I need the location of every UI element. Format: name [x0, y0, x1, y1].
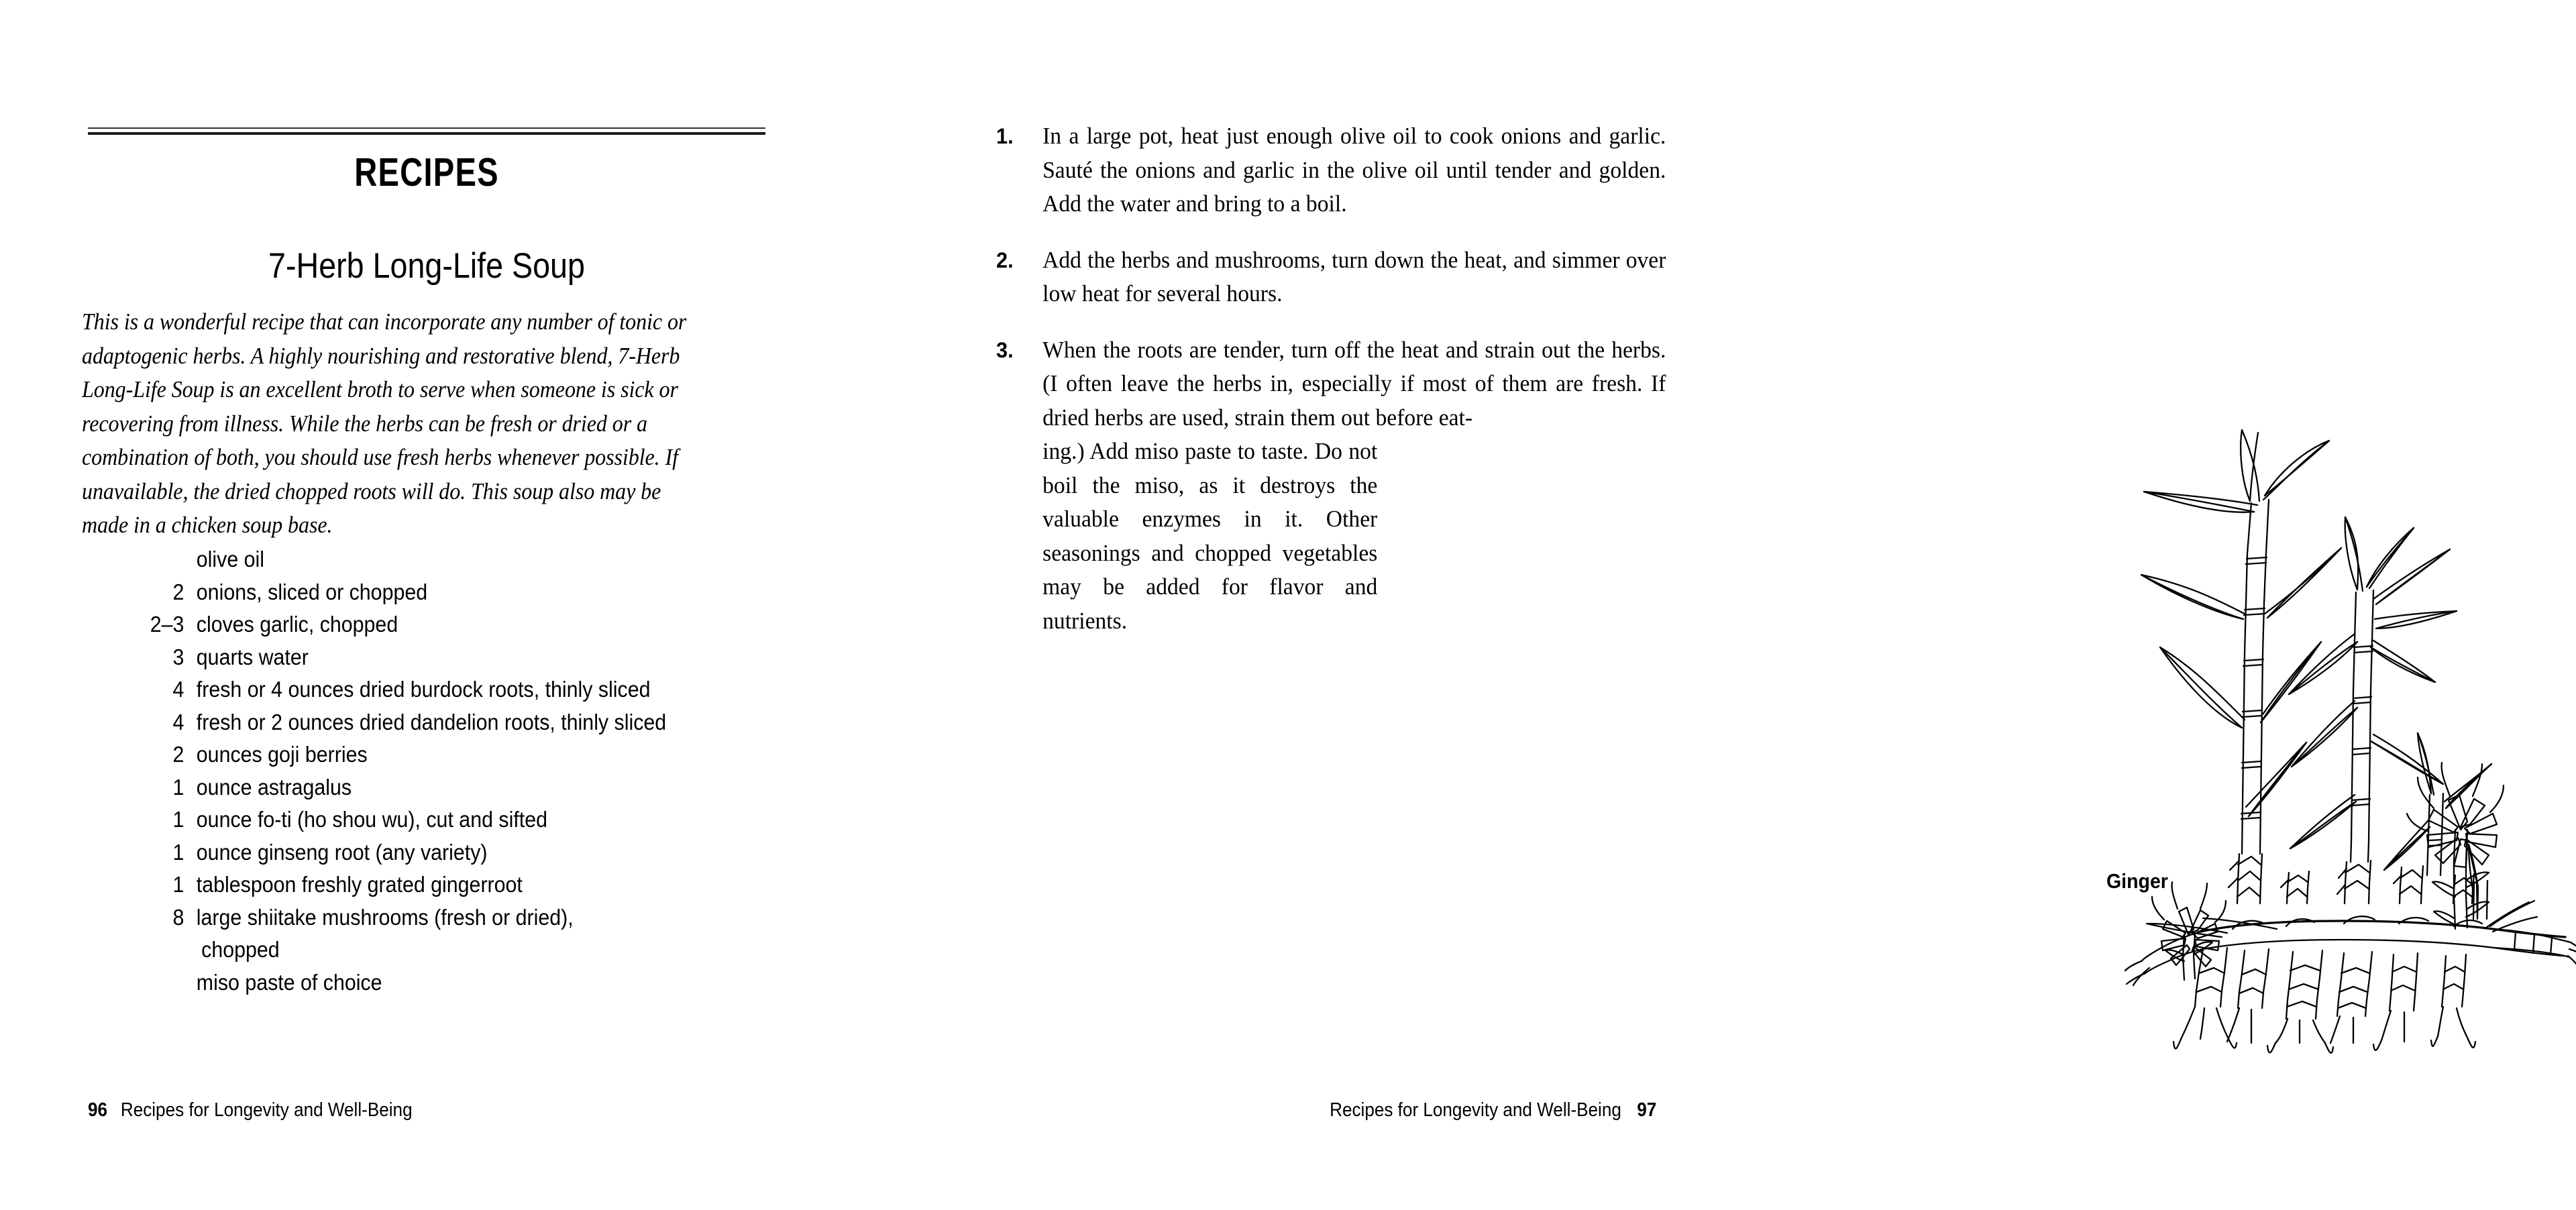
- ingredient-quantity: 1: [172, 839, 184, 865]
- ingredient-name: onions, sliced or chopped: [196, 579, 428, 604]
- ingredient-quantity: 4: [172, 709, 184, 734]
- step-text: In a large pot, heat just enough olive oil to cook onions and garlic. Sauté the onions and garlic in the olive oil until tender and golden. Add the water and bring to a boil.: [1042, 123, 1666, 217]
- ingredient-row: [141, 706, 733, 739]
- ingredient-name: ounce ginseng root (any variety): [196, 839, 488, 865]
- ingredient-row: [141, 967, 733, 999]
- ingredient-row: [141, 608, 733, 641]
- step-text: Add the herbs and mushrooms, turn down the heat, and simmer over low heat for several hours.: [1042, 246, 1666, 307]
- instruction-step-2: [996, 243, 1666, 311]
- ingredient-name: quarts water: [196, 644, 309, 669]
- ingredient-row: [141, 836, 733, 869]
- step-text-wide: When the roots are tender, turn off the heat and strain out the herbs. (I often leave the herbs in, especially if most of them are fresh. If dried herbs are used, strain them out before eat-: [1042, 336, 1666, 431]
- ingredient-name: ounce astragalus: [196, 774, 352, 800]
- ingredient-name: large shiitake mushrooms (fresh or dried),: [196, 904, 574, 930]
- footer-left: [88, 1099, 413, 1121]
- step-text-narrow: ing.) Add miso paste to taste. Do not boil the miso, as it destroys the valuable enzymes in it. Other seasonings and chopped vegetables may be added for flavor and nutrients.: [1042, 438, 1378, 634]
- page-number-left: 96: [88, 1099, 108, 1121]
- instruction-step-1: [996, 119, 1666, 221]
- ingredient-quantity: 2–3: [150, 612, 184, 637]
- step-number: 2.: [996, 248, 1014, 272]
- ingredient-name: ounces goji berries: [196, 742, 368, 767]
- ingredient-name: ounce fo-ti (ho shou wu), cut and sifted: [196, 807, 547, 832]
- ingredient-quantity: 3: [172, 644, 184, 669]
- ingredient-quantity: 4: [172, 677, 184, 702]
- ginger-illustration: [2120, 419, 2576, 1043]
- recipe-intro-text: This is a wonderful recipe that can incorporate any number of tonic or adaptogenic herbs. A highly nourishing and restorative blend, 7-Herb Long-Life Soup is an excellent broth to serve when someone is sick or recovering from illness. While the herbs can be fresh or dried or a combination of both, you should use fresh herbs whenever possible. If unavailable, the dried chopped roots will do. This soup also may be made in a chicken soup base.: [82, 309, 687, 538]
- ingredient-quantity: 2: [172, 579, 184, 604]
- section-title: RECIPES: [354, 150, 499, 195]
- ingredient-row: [141, 543, 733, 576]
- ingredient-row: [141, 576, 733, 609]
- ingredient-name: olive oil: [196, 547, 265, 571]
- ingredient-row: [141, 641, 733, 674]
- ingredient-name: cloves garlic, chopped: [196, 612, 398, 637]
- ingredient-name: fresh or 2 ounces dried dandelion roots, thinly sliced: [196, 709, 667, 734]
- ingredient-name: miso paste of choice: [196, 969, 382, 995]
- ingredient-row: [141, 738, 733, 771]
- ingredient-row: [141, 771, 733, 804]
- ingredient-quantity: 8: [172, 904, 184, 930]
- ingredient-quantity: 1: [172, 872, 184, 897]
- rule-line-thick: [88, 132, 765, 135]
- running-head-right: Recipes for Longevity and Well-Being: [1329, 1099, 1621, 1121]
- ingredient-name: tablespoon freshly grated gingerroot: [196, 872, 523, 897]
- ingredient-row: [141, 804, 733, 836]
- step-number: 3.: [996, 337, 1014, 362]
- ingredient-row: [141, 934, 733, 967]
- ingredient-quantity: 1: [172, 774, 184, 800]
- left-page: [0, 0, 872, 1210]
- footer-right: [1330, 1099, 1656, 1121]
- recipe-intro: [82, 305, 712, 543]
- instruction-list: [996, 119, 1666, 660]
- recipe-title: 7-Herb Long-Life Soup: [268, 246, 585, 286]
- instruction-step-3: [996, 333, 1666, 639]
- ingredient-name: chopped: [201, 937, 280, 962]
- rule-line-thin: [88, 127, 765, 129]
- ingredient-row: [141, 673, 733, 706]
- right-page: [872, 0, 2168, 1210]
- illustration-caption: Ginger: [2106, 869, 2168, 893]
- step-number: 1.: [996, 124, 1014, 148]
- section-rule: [88, 127, 765, 135]
- ingredient-quantity: 1: [172, 807, 184, 832]
- ingredient-row: [141, 901, 733, 934]
- ingredient-quantity: 2: [172, 742, 184, 767]
- page-number-right: 97: [1636, 1099, 1656, 1121]
- ingredient-row: [141, 869, 733, 901]
- ingredient-list: [141, 543, 733, 999]
- running-head-left: Recipes for Longevity and Well-Being: [120, 1099, 413, 1121]
- ingredient-name: fresh or 4 ounces dried burdock roots, thinly sliced: [196, 677, 651, 702]
